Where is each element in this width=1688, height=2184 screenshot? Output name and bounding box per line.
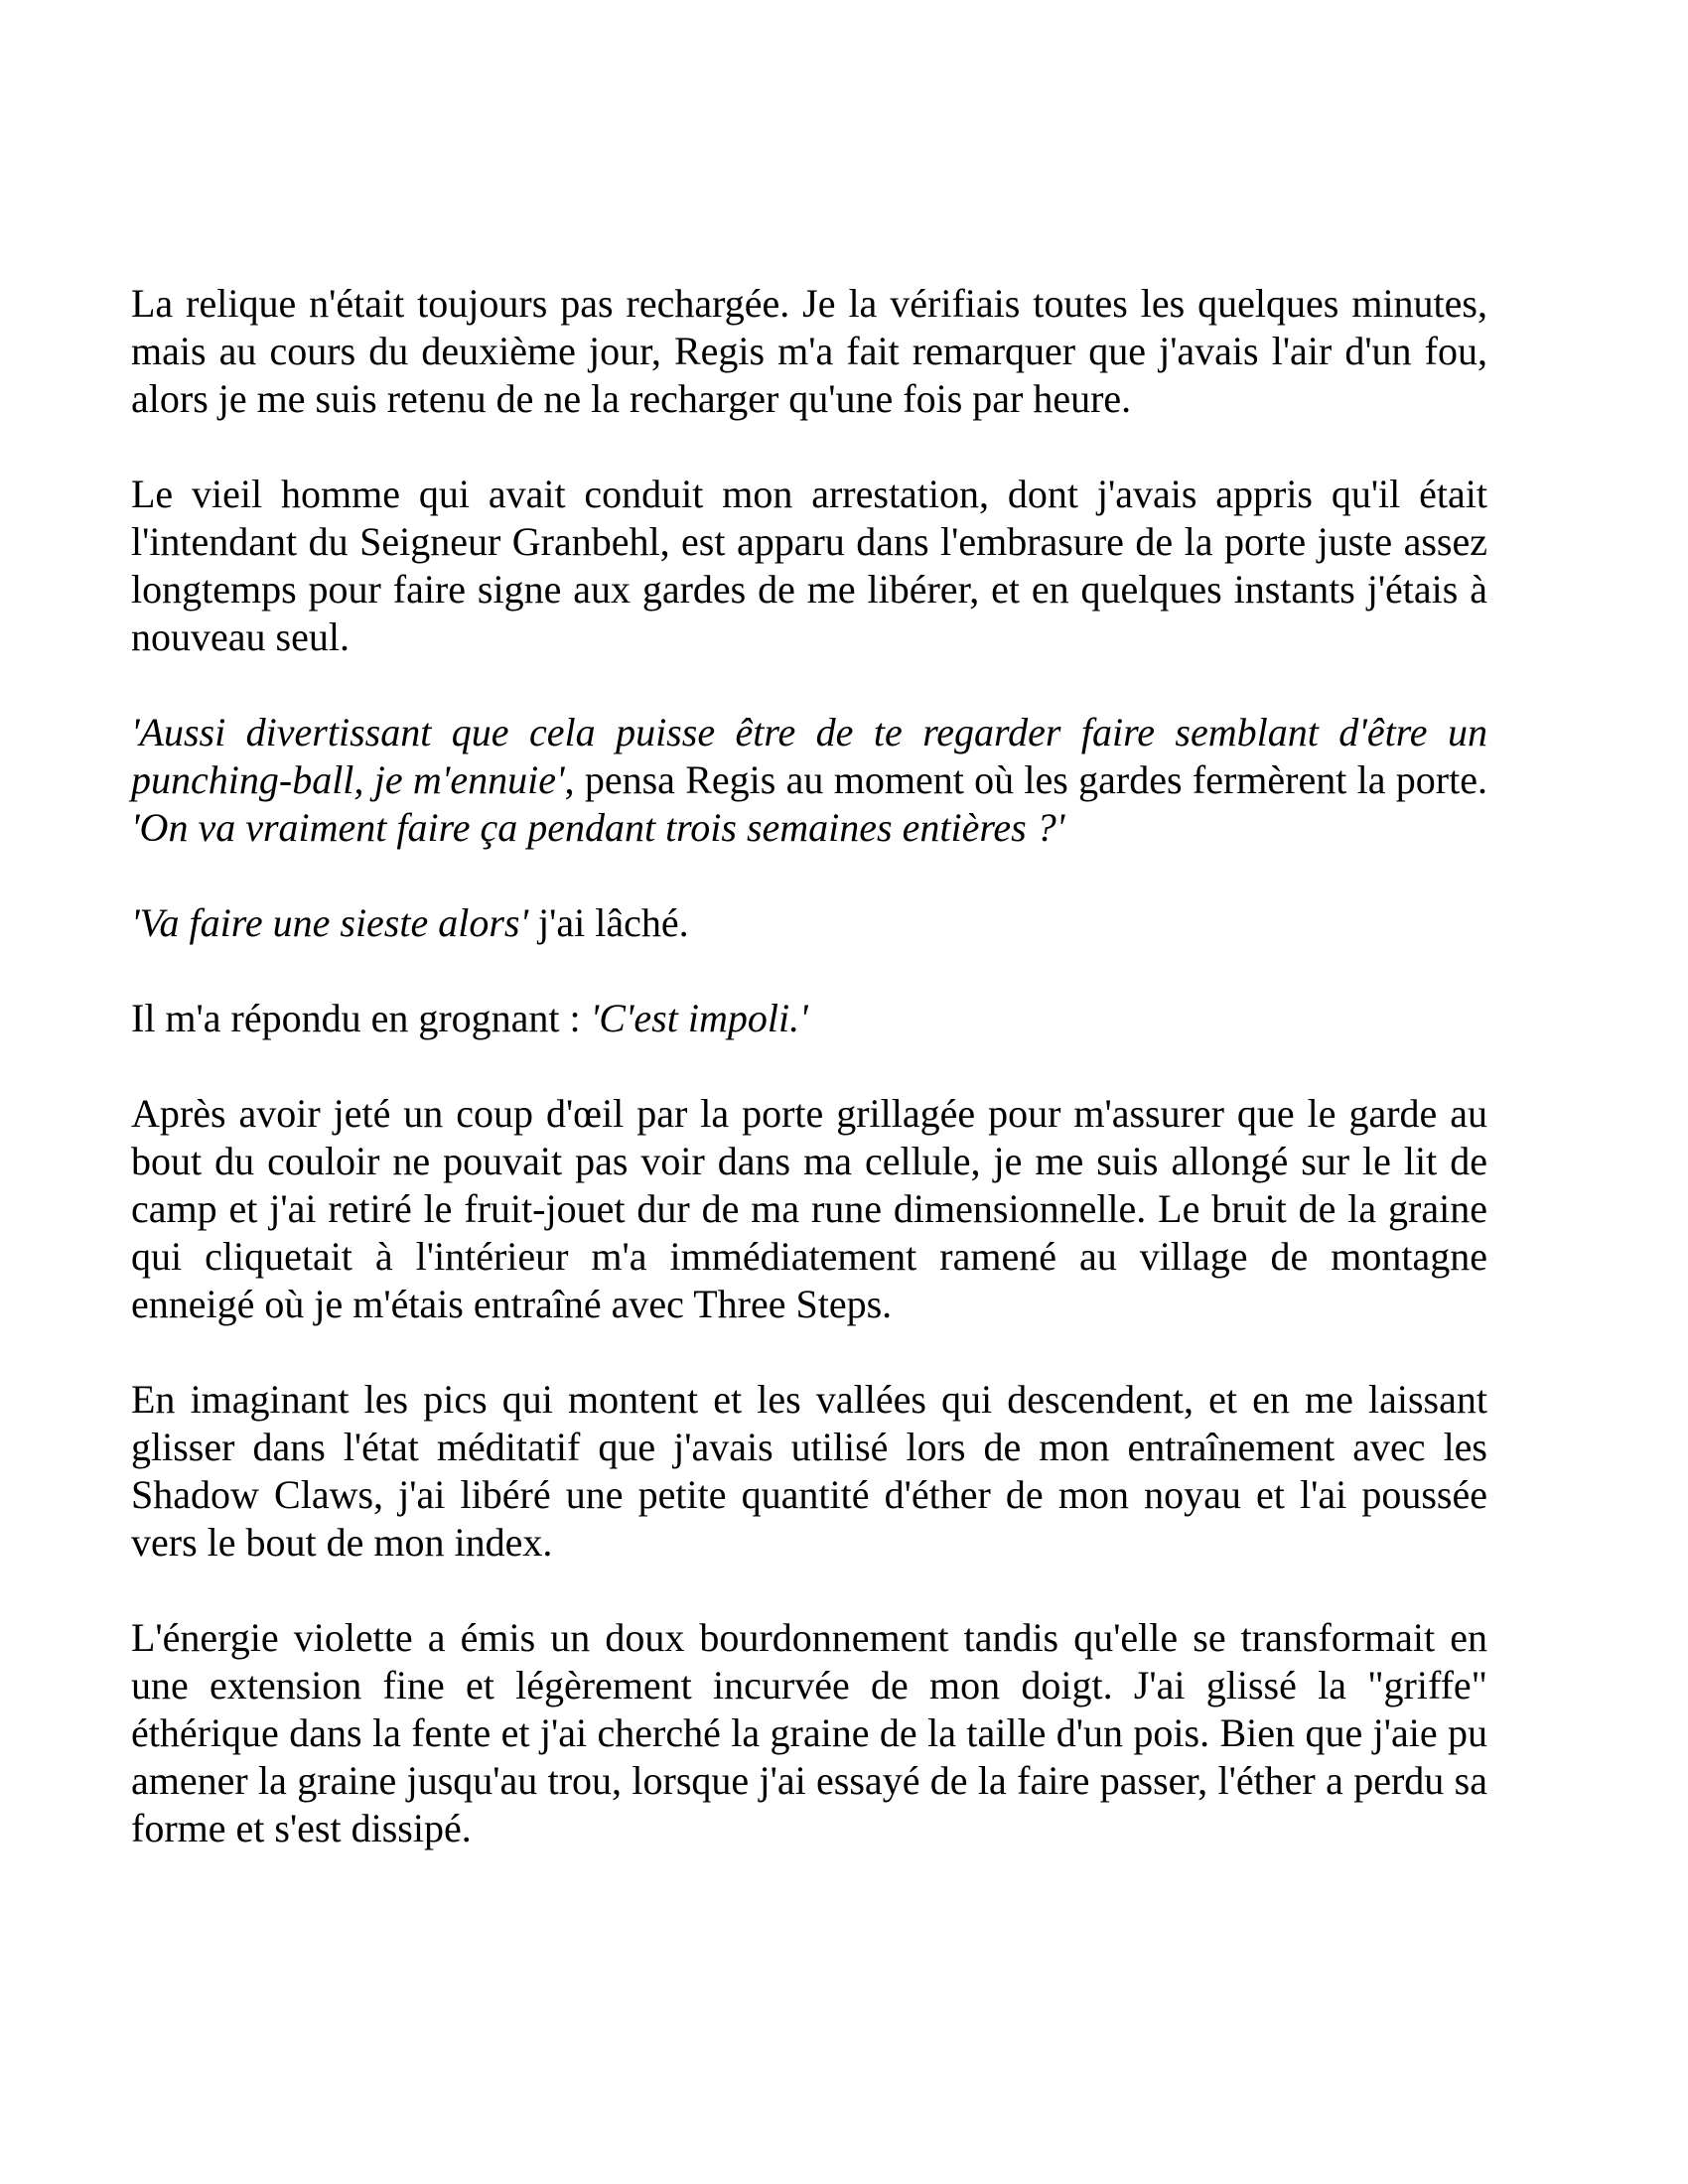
text-run-italic: 'On va vraiment faire ça pendant trois semaines entières ?': [131, 805, 1065, 850]
paragraph: [131, 899, 1487, 947]
text-run-italic: 'C'est impoli.': [590, 996, 808, 1040]
paragraph: [131, 280, 1487, 423]
text-run-italic: 'Aussi divertissant que cela puisse être de te regarder faire semblant d'être un punching-ball, je m'ennuie': [131, 710, 1487, 802]
text-run: L'énergie violette a émis un doux bourdonnement tandis qu'elle se transformait en une extension fine et légèrement incurvée de mon doigt. J'ai glissé la "griffe" éthérique dans la fente et j'ai cherché la graine de la taille d'un pois. Bien que j'aie pu amener la graine jusqu'au trou, lorsque j'ai essayé de la faire passer, l'éther a perdu sa forme et s'est dissipé.: [131, 1615, 1487, 1850]
paragraph: [131, 995, 1487, 1042]
text-run: , pensa Regis au moment où les gardes fermèrent la porte.: [564, 757, 1487, 802]
text-run: La relique n'était toujours pas rechargée. Je la vérifiais toutes les quelques minutes, mais au cours du deuxième jour, Regis m'a fait remarquer que j'avais l'air d'un fou, alors je me suis retenu de ne la recharger qu'une fois par heure.: [131, 281, 1487, 421]
text-run: Le vieil homme qui avait conduit mon arrestation, dont j'avais appris qu'il était l'intendant du Seigneur Granbehl, est apparu dans l'embrasure de la porte juste assez longtemps pour faire signe aux gardes de me libérer, et en quelques instants j'étais à nouveau seul.: [131, 472, 1487, 659]
text-run: j'ai lâché.: [528, 900, 689, 945]
paragraph: [131, 1376, 1487, 1567]
paragraph: [131, 709, 1487, 852]
paragraph: [131, 471, 1487, 661]
text-run: En imaginant les pics qui montent et les vallées qui descendent, et en me laissant glisser dans l'état méditatif que j'avais utilisé lors de mon entraînement avec les Shadow Claws, j'ai libéré une petite quantité d'éther de mon noyau et l'ai poussée vers le bout de mon index.: [131, 1377, 1487, 1565]
text-run-italic: 'Va faire une sieste alors': [131, 900, 529, 945]
text-run: Après avoir jeté un coup d'œil par la porte grillagée pour m'assurer que le garde au bout du couloir ne pouvait pas voir dans ma cellule, je me suis allongé sur le lit de camp et j'ai retiré le fruit-jouet dur de ma rune dimensionnelle. Le bruit de la graine qui cliquetait à l'intérieur m'a immédiatement ramené au village de montagne enneigé où je m'étais entraîné avec Three Steps.: [131, 1091, 1487, 1326]
text-run: Il m'a répondu en grognant :: [131, 996, 591, 1040]
paragraph: [131, 1614, 1487, 1852]
paragraph: [131, 1090, 1487, 1328]
page-text: [131, 280, 1487, 1852]
